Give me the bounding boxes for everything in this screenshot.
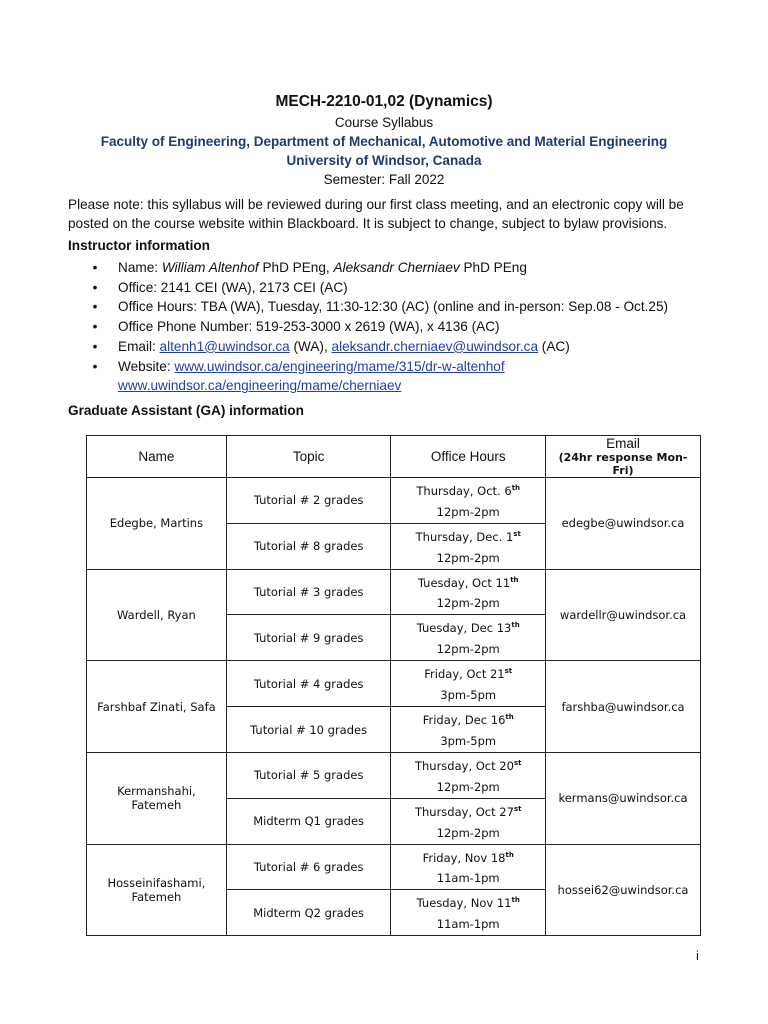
ga-name-line1: Kermanshahi, [117,784,196,799]
day-suffix: st [513,529,521,538]
table-row [87,569,701,615]
hours-day: Thursday, Oct. 6 [416,483,512,498]
hours-time: 12pm-2pm [436,825,500,840]
table-row [87,478,701,524]
day-suffix: st [504,667,513,676]
semester-line: Semester: Fall 2022 [323,172,445,187]
office-text: Office: 2141 CEI (WA), 2173 CEI (AC) [118,279,348,295]
instructor-name-item [68,258,708,278]
bullet-icon: • [92,338,98,354]
hours-day: Friday, Oct 21 [424,667,505,682]
ga-name-line2: Fatemeh [131,889,182,904]
page-number: i [696,948,699,963]
ga-office-hours [391,890,546,936]
ga-topic: Midterm Q2 grades [226,890,391,936]
email1-suffix: (WA), [289,338,332,354]
hours-day: Friday, Nov 18 [422,850,506,865]
table-header-row [87,436,701,478]
name-label: Name: [118,260,162,275]
instructor-website-item [68,357,708,396]
ga-name [87,752,227,844]
ga-office-hours [391,523,546,569]
name2-suffix: PhD PEng [459,260,527,275]
ga-heading: Graduate Assistant (GA) information [68,403,304,418]
day-suffix: th [505,713,514,722]
col-header-name: Name [87,436,227,478]
hours-day: Friday, Dec 16 [422,712,506,727]
ga-email: kermans@uwindsor.ca [546,752,701,844]
university-line: University of Windsor, Canada [286,153,482,168]
ga-topic: Tutorial # 6 grades [226,844,391,890]
faculty-line: Faculty of Engineering, Department of Mechanical, Automotive and Material Engineering [100,134,668,149]
website-link-cherniaev[interactable]: www.uwindsor.ca/engineering/mame/cherniaev [118,378,402,394]
course-subtitle: Course Syllabus [334,115,434,130]
ga-name: Edegbe, Martins [87,478,227,570]
col-header-hours: Office Hours [391,436,546,478]
ga-email: farshba@uwindsor.ca [546,661,701,753]
name1-suffix: PhD PEng, [258,260,334,275]
ga-office-hours [391,707,546,753]
hours-time: 11am-1pm [436,917,500,932]
day-suffix: st [513,804,522,813]
ga-topic: Tutorial # 8 grades [226,523,391,569]
col-header-topic: Topic [226,436,391,478]
table-row [87,752,701,798]
ga-office-hours [391,615,546,661]
ga-email: edegbe@uwindsor.ca [546,478,701,570]
ga-office-hours [391,661,546,707]
website-link-altenhof[interactable]: www.uwindsor.ca/engineering/mame/315/dr-w-altenhof [174,358,505,374]
hours-time: 3pm-5pm [440,688,497,703]
hours-time: 11am-1pm [436,871,500,886]
email-header-label: Email [606,436,640,451]
ga-office-hours [391,569,546,615]
day-suffix: st [513,758,522,767]
ga-topic: Tutorial # 5 grades [226,752,391,798]
table-row [87,844,701,890]
hours-text: Office Hours: TBA (WA), Tuesday, 11:30-12:30 (AC) (online and in-person: Sep.08 - Oct.25) [118,299,669,315]
instructor-name-2: Aleksandr Cherniaev [333,260,460,275]
hours-day: Thursday, Dec. 1 [415,529,514,544]
instructor-name-1: William Altenhof [161,260,259,275]
hours-time: 3pm-5pm [440,733,497,748]
instructor-phone-item [68,317,708,337]
hours-time: 12pm-2pm [436,779,500,794]
email-label: Email: [118,338,160,354]
ga-topic: Tutorial # 9 grades [226,615,391,661]
ga-topic: Midterm Q1 grades [226,798,391,844]
bullet-icon: • [92,358,98,374]
instructor-heading: Instructor information [68,238,210,253]
instructor-email-item [68,337,708,357]
ga-topic: Tutorial # 4 grades [226,661,391,707]
bullet-icon: • [92,299,98,315]
hours-day: Thursday, Oct 20 [414,758,514,773]
hours-time: 12pm-2pm [436,550,500,565]
ga-name: Wardell, Ryan [87,569,227,661]
table-row [87,661,701,707]
bullet-icon: • [92,279,98,295]
ga-office-hours [391,844,546,890]
ga-name: Farshbaf Zinati, Safa [87,661,227,753]
ga-table [86,435,701,936]
hours-time: 12pm-2pm [436,596,500,611]
email-link-cherniaev[interactable]: aleksandr.cherniaev@uwindsor.ca [331,338,539,354]
syllabus-note: Please note: this syllabus will be reviewed during our first class meeting, and an electronic copy will be posted on the course website within Blackboard. It is subject to change, subject to bylaw provisions. [68,197,684,231]
col-header-email [546,436,701,478]
day-suffix: th [510,575,519,584]
ga-name-line2: Fatemeh [131,798,182,813]
ga-topic: Tutorial # 3 grades [226,569,391,615]
ga-office-hours [391,752,546,798]
ga-office-hours [391,478,546,524]
day-suffix: th [511,484,521,492]
ga-name-line1: Hosseinifashami, [107,875,206,890]
ga-email: hossei62@uwindsor.ca [546,844,701,936]
day-suffix: th [505,850,514,859]
ga-topic: Tutorial # 2 grades [226,478,391,524]
ga-office-hours [391,798,546,844]
website-label: Website: [118,358,175,374]
email-header-note: (24hr response Mon-Fri) [558,451,688,477]
instructor-info-list [68,258,708,396]
hours-day: Tuesday, Nov 11 [416,896,512,911]
instructor-office-item [68,278,708,298]
hours-day: Tuesday, Oct 11 [417,575,511,590]
bullet-icon: • [92,319,98,335]
bullet-icon: • [92,260,98,275]
email-link-altenhof[interactable]: altenh1@uwindsor.ca [159,338,290,354]
ga-name [87,844,227,936]
day-suffix: th [511,621,520,630]
hours-day: Thursday, Oct 27 [414,804,514,819]
instructor-hours-item [68,297,708,317]
hours-time: 12pm-2pm [436,504,500,519]
hours-day: Tuesday, Dec 13 [416,621,512,636]
day-suffix: th [511,896,520,905]
hours-time: 12pm-2pm [436,642,500,657]
course-title: MECH-2210-01,02 (Dynamics) [275,93,493,110]
ga-topic: Tutorial # 10 grades [226,707,391,753]
ga-email: wardellr@uwindsor.ca [546,569,701,661]
phone-text: Office Phone Number: 519-253-3000 x 2619 (WA), x 4136 (AC) [118,319,500,335]
email2-suffix: (AC) [538,338,570,354]
